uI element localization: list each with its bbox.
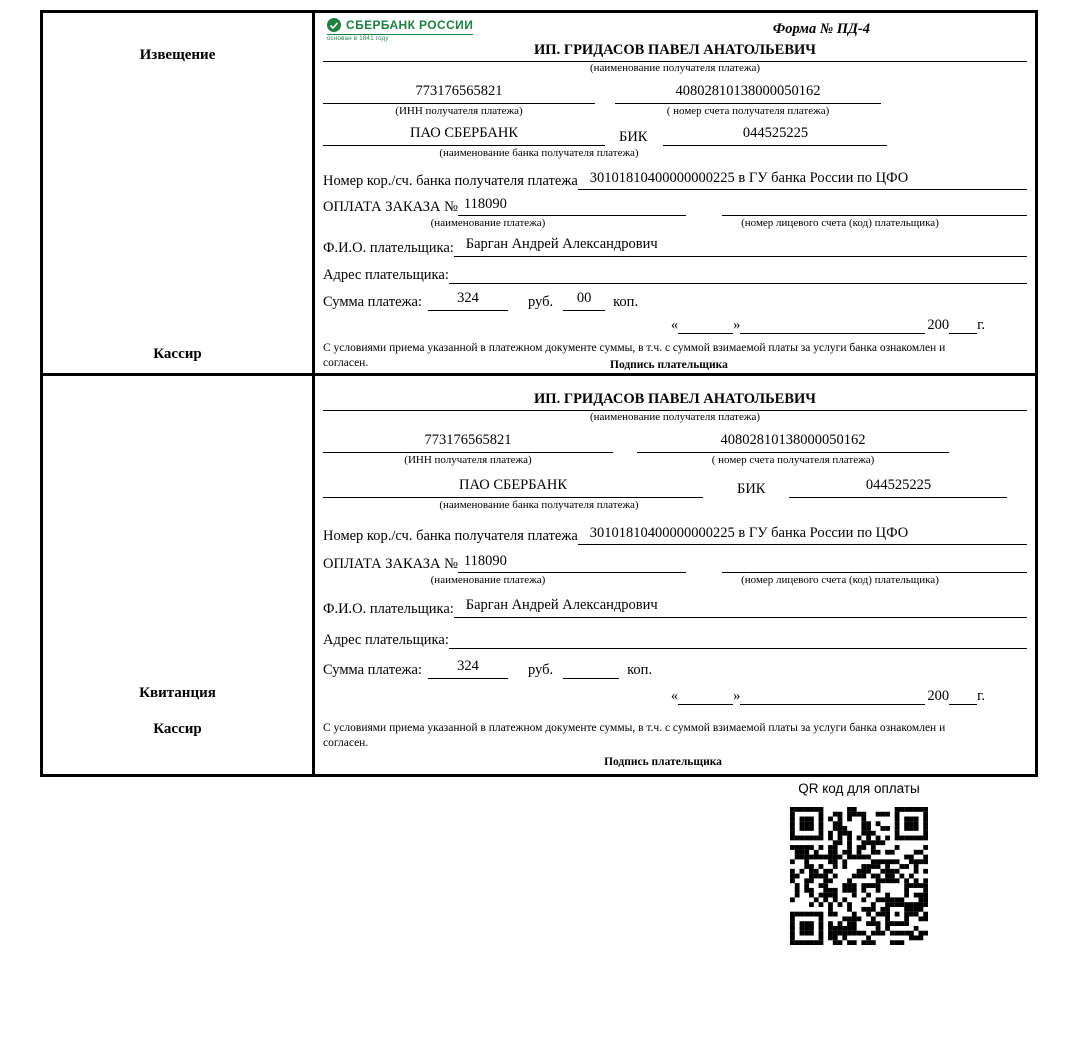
- bank-bik-row: [323, 477, 1027, 498]
- inn-value: 773176565821: [323, 83, 595, 104]
- bik-label: БИК: [619, 129, 648, 146]
- account-value: 40802810138000050162: [615, 83, 881, 104]
- quote-open: «: [670, 687, 679, 704]
- date-row: [323, 316, 985, 334]
- payment-name-value: 118090: [458, 553, 686, 573]
- corr-account-row: [323, 525, 1027, 545]
- date-year-prefix: 200: [927, 316, 950, 333]
- recipient-caption: (наименование получателя платежа): [589, 62, 761, 74]
- personal-account-blank: [722, 554, 1027, 573]
- signature-label: Подпись плательщика: [604, 755, 722, 768]
- payment-name-label: ОПЛАТА ЗАКАЗА №: [323, 198, 458, 215]
- bik-value: 044525225: [789, 477, 1007, 498]
- qr-area: [786, 781, 932, 950]
- inn-caption: (ИНН получателя платежа): [395, 105, 523, 118]
- form-number: Форма № ПД-4: [772, 21, 870, 37]
- personal-account-caption: (номер лицевого счета (код) плательщика): [741, 216, 939, 229]
- inn-caption: (ИНН получателя платежа): [404, 454, 532, 467]
- quote-close: »: [733, 687, 741, 704]
- pd4-payment-form: [40, 10, 1038, 777]
- amount-kop-value: 00: [563, 290, 605, 311]
- corr-account-label: Номер кор./сч. банка получателя платежа: [323, 172, 578, 189]
- amount-label: Сумма платежа:: [323, 661, 422, 678]
- inn-value: 773176565821: [323, 432, 613, 453]
- payer-address-row: [323, 628, 1027, 649]
- sberbank-logo-subtext: основан в 1841 году: [327, 36, 389, 42]
- inn-account-row: [323, 83, 1027, 118]
- payer-name-value: Барган Андрей Александрович: [454, 236, 1027, 257]
- payment-name-row: [323, 553, 1027, 573]
- agreement-block: [323, 721, 1027, 752]
- payer-address-label: Адрес плательщика:: [323, 266, 449, 283]
- signature-label: Подпись плательщика: [610, 358, 728, 371]
- corr-account-value: 30101810400000000225 в ГУ банка России по ЦФО: [578, 525, 1027, 545]
- bank-name-value: ПАО СБЕРБАНК: [323, 477, 703, 498]
- date-year-blank: [949, 316, 977, 334]
- receipt-section: [43, 376, 1035, 774]
- rub-label: руб.: [528, 293, 554, 310]
- personal-account-caption: (номер лицевого счета (код) плательщика): [741, 573, 939, 586]
- date-year-prefix: 200: [927, 687, 950, 704]
- payment-name-caption: (наименование платежа): [430, 216, 546, 229]
- sberbank-logo-lockup: [327, 18, 473, 35]
- notice-side-label: Извещение: [139, 47, 216, 63]
- date-year-blank: [949, 687, 977, 705]
- amount-label: Сумма платежа:: [323, 293, 422, 310]
- payment-name-value: 118090: [458, 196, 686, 216]
- recipient-name: ИП. ГРИДАСОВ ПАВЕЛ АНАТОЛЬЕВИЧ: [323, 391, 1027, 411]
- payer-name-label: Ф.И.О. плательщика:: [323, 600, 454, 617]
- receipt-side-column: [43, 376, 315, 774]
- recipient-name: ИП. ГРИДАСОВ ПАВЕЛ АНАТОЛЬЕВИЧ: [323, 42, 1027, 62]
- receipt-content: [315, 376, 1035, 774]
- account-caption: ( номер счета получателя платежа): [711, 454, 875, 467]
- payment-name-caption: (наименование платежа): [430, 573, 546, 586]
- agreement-block: [323, 341, 1027, 372]
- inn-field: [323, 83, 595, 118]
- payer-address-blank: [449, 263, 1027, 284]
- bank-name-caption: (наименование банка получателя платежа): [439, 147, 639, 160]
- bank-name-caption: (наименование банка получателя платежа): [439, 499, 639, 512]
- sberbank-logo-icon: [327, 18, 341, 32]
- account-caption: ( номер счета получателя платежа): [666, 105, 830, 118]
- bank-bik-row: [323, 125, 1027, 146]
- personal-account-blank: [722, 197, 1027, 216]
- date-year-suffix: г.: [977, 687, 985, 704]
- payer-name-label: Ф.И.О. плательщика:: [323, 239, 454, 256]
- date-month-blank: [740, 316, 925, 334]
- payer-address-row: [323, 263, 1027, 284]
- payer-address-blank: [449, 628, 1027, 649]
- inn-field: [323, 432, 613, 467]
- bank-name-value: ПАО СБЕРБАНК: [323, 125, 605, 146]
- amount-kop-value: [563, 658, 619, 679]
- payer-name-row: [323, 597, 1027, 618]
- date-year-suffix: г.: [977, 316, 985, 333]
- corr-account-row: [323, 170, 1027, 190]
- notice-side-column: [43, 13, 315, 373]
- payment-name-label: ОПЛАТА ЗАКАЗА №: [323, 555, 458, 572]
- date-day-blank: [678, 316, 733, 334]
- corr-account-label: Номер кор./сч. банка получателя платежа: [323, 527, 578, 544]
- receipt-cashier-label: Кассир: [153, 721, 202, 737]
- qr-code: [790, 807, 928, 945]
- date-row: [323, 687, 985, 705]
- notice-content: [315, 13, 1035, 373]
- kop-label: коп.: [613, 293, 639, 310]
- payment-captions-row: [323, 574, 1027, 587]
- date-day-blank: [678, 687, 733, 705]
- recipient-caption: (наименование получателя платежа): [589, 411, 761, 423]
- agreement-text: С условиями приема указанной в платежном документе суммы, в т.ч. с суммой взимаемой платы за услуги банка ознакомлен и согласен.: [323, 721, 946, 750]
- notice-cashier-label: Кассир: [153, 346, 202, 362]
- qr-caption: QR код для оплаты: [798, 781, 920, 796]
- payment-name-row: [323, 196, 1027, 216]
- account-field: [637, 432, 949, 467]
- notice-header-row: [323, 18, 1027, 42]
- amount-row: [323, 290, 1027, 311]
- account-field: [615, 83, 881, 118]
- bik-label: БИК: [737, 481, 766, 498]
- corr-account-value: 30101810400000000225 в ГУ банка России по ЦФО: [578, 170, 1027, 190]
- payer-name-value: Барган Андрей Александрович: [454, 597, 1027, 618]
- sberbank-logo-text: СБЕРБАНК РОССИИ: [346, 18, 474, 32]
- inn-account-row: [323, 432, 1027, 467]
- date-month-blank: [740, 687, 925, 705]
- notice-section: [43, 13, 1035, 376]
- receipt-side-label: Квитанция: [139, 685, 216, 701]
- sberbank-logo: [327, 18, 473, 42]
- rub-label: руб.: [528, 661, 554, 678]
- payer-address-label: Адрес плательщика:: [323, 631, 449, 648]
- account-value: 40802810138000050162: [637, 432, 949, 453]
- kop-label: коп.: [627, 661, 653, 678]
- amount-rub-value: 324: [428, 290, 508, 311]
- payer-name-row: [323, 236, 1027, 257]
- amount-rub-value: 324: [428, 658, 508, 679]
- quote-open: «: [670, 316, 679, 333]
- agreement-text: С условиями приема указанной в платежном документе суммы, в т.ч. с суммой взимаемой платы за услуги банка ознакомлен и согласен.: [323, 341, 946, 370]
- bik-value: 044525225: [663, 125, 887, 146]
- payment-captions-row: [323, 217, 1027, 230]
- quote-close: »: [733, 316, 741, 333]
- amount-row: [323, 658, 1027, 679]
